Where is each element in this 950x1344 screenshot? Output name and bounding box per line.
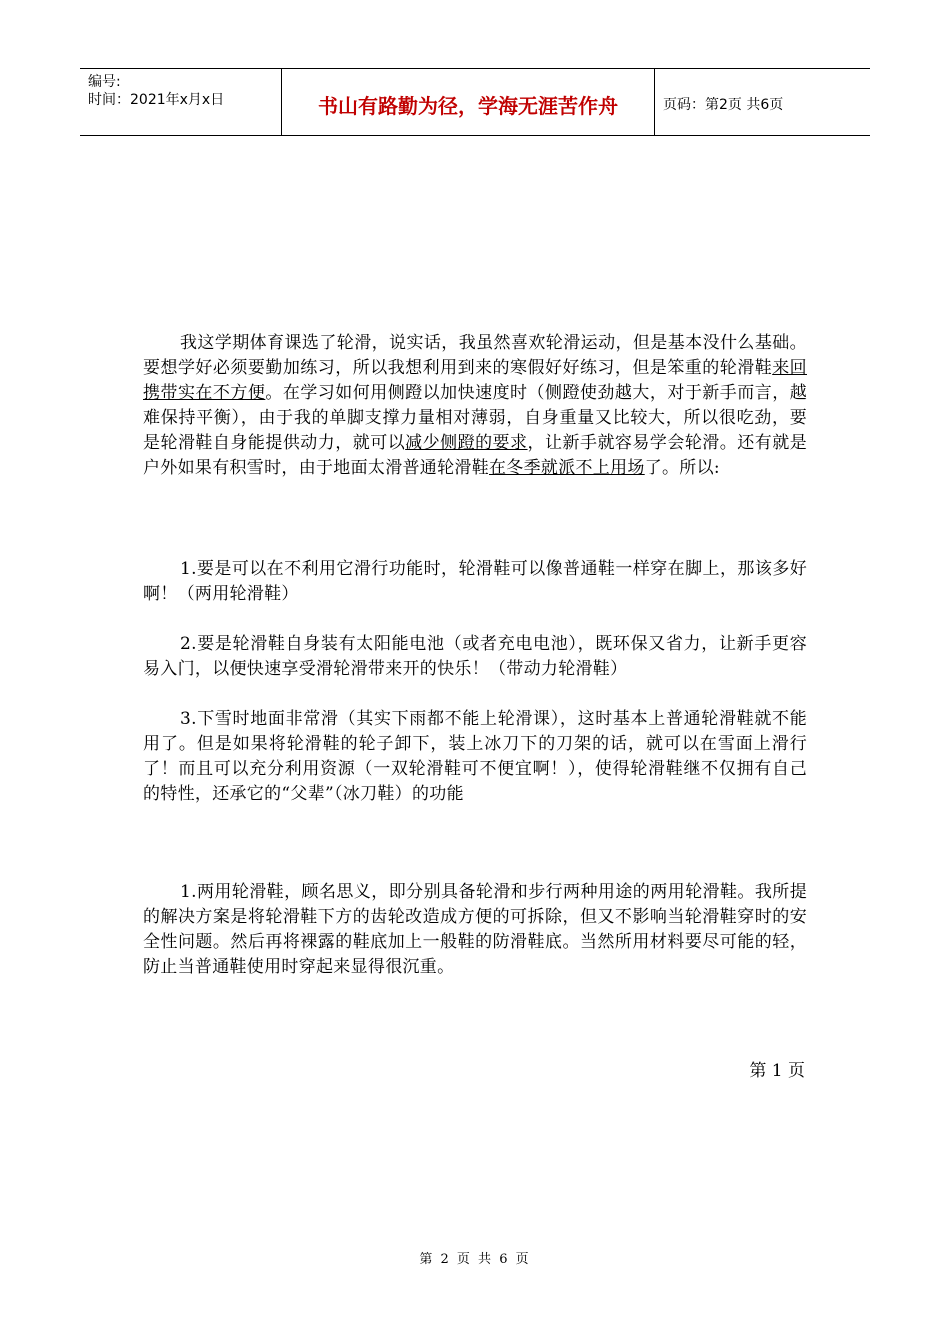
intro-text-1: 我这学期体育课选了轮滑，说实话，我虽然喜欢轮滑运动，但是基本没什么基础。要想学好必须要勤加练习，所以我想利用到来的寒假好好练习，但是笨重的轮滑鞋	[143, 333, 807, 378]
document-number-label: 编号:	[88, 74, 121, 90]
wish-3-block	[143, 707, 807, 807]
wish-2-block	[143, 632, 807, 682]
intro-underlined-3: 在冬季就派不上用场	[489, 458, 645, 478]
header-motto: 书山有路勤为径，学海无涯苦作舟	[282, 69, 655, 135]
wish-item: 1.要是可以在不利用它滑行功能时，轮滑鞋可以像普通鞋一样穿在脚上，那该多好啊！（两用轮滑鞋）	[143, 559, 807, 604]
inner-page-number: 第 1 页	[749, 1061, 805, 1081]
intro-paragraph	[143, 331, 807, 481]
intro-text-2: 。在学习如何用侧蹬以加快速度时（侧蹬使劲越大，对于新手而言，越难保持平衡），由于我的单脚支撑力量相对薄弱，自身重量又比较大，所以很吃劲，要是轮滑鞋自身能提供动力，就可以	[143, 383, 807, 453]
page-footer: 第 2 页 共 6 页	[419, 1252, 531, 1267]
intro-text-4: 了。所以:	[644, 458, 720, 478]
intro-text-3: ，让新手就容易学会轮滑。还有就是户外如果有积雪时，由于地面太滑普通轮滑鞋	[143, 433, 807, 478]
document-time-label: 时间：2021年x月x日	[88, 92, 225, 108]
intro-underlined-2: 减少侧蹬的要求	[405, 433, 528, 453]
solution-block	[143, 880, 807, 980]
header-meta	[80, 69, 282, 135]
solution-paragraph: 1.两用轮滑鞋，顾名思义，即分别具备轮滑和步行两种用途的两用轮滑鞋。我所提的解决方案是将轮滑鞋下方的齿轮改造成方便的可拆除，但又不影响当轮滑鞋穿时的安全性问题。然后再将裸露的鞋底加上一般鞋的防滑鞋底。当然所用材料要尽可能的轻，防止当普通鞋使用时穿起来显得很沉重。	[143, 882, 807, 977]
wish-1-block	[143, 557, 807, 607]
page-header	[80, 68, 870, 136]
wish-item: 2.要是轮滑鞋自身装有太阳能电池（或者充电电池），既环保又省力，让新手更容易入门，以便快速享受滑轮滑带来开的快乐！（带动力轮滑鞋）	[143, 634, 807, 679]
intro-underlined-1: 来回携带实在不方便	[143, 358, 807, 403]
wish-item: 3.下雪时地面非常滑（其实下雨都不能上轮滑课），这时基本上普通轮滑鞋就不能用了。但是如果将轮滑鞋的轮子卸下，装上冰刀下的刀架的话，就可以在雪面上滑行了！而且可以充分利用资源（一双轮滑鞋可不便宜啊！），使得轮滑鞋继不仅拥有自己的特性，还承它的“父辈”（冰刀鞋）的功能	[143, 709, 807, 804]
intro-paragraph-block	[143, 331, 807, 481]
header-page-label: 页码：第2页 共6页	[663, 97, 784, 113]
